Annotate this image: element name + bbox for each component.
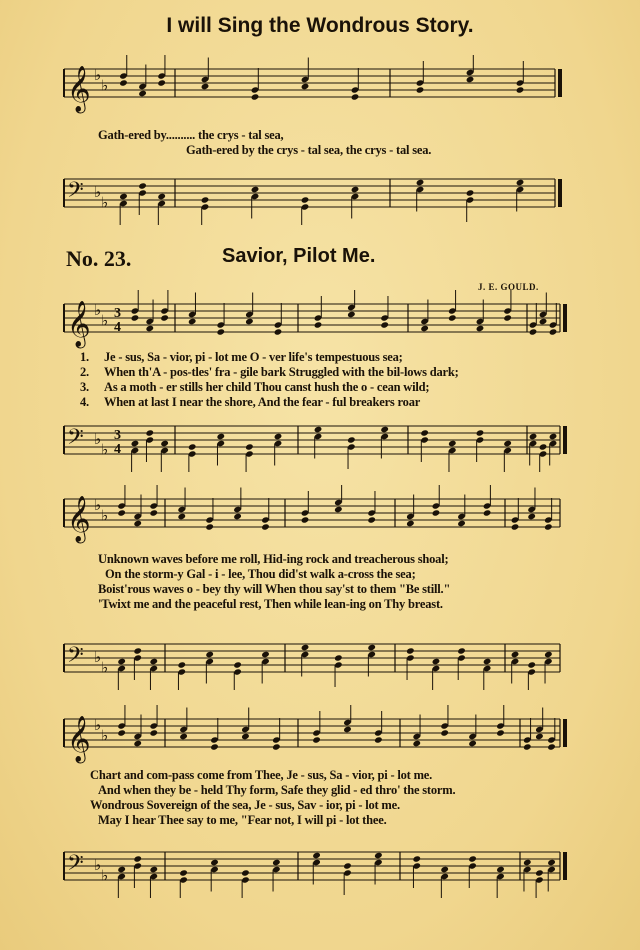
- hymn-title: Savior, Pilot Me.: [222, 245, 376, 267]
- note-icon: [145, 325, 154, 332]
- note-icon: [529, 433, 538, 440]
- note-icon: [251, 186, 260, 193]
- bass-clef-icon: 𝄢: [67, 643, 84, 673]
- verse-number: 3.: [80, 380, 89, 394]
- note-icon: [133, 647, 142, 654]
- note-icon: [312, 852, 321, 859]
- final-barline: [558, 69, 562, 97]
- treble-clef-icon: 𝄞: [67, 301, 91, 347]
- verse-2-line: And when they be - held Thy form, Safe they glid - ed thro' the storm.: [98, 783, 456, 797]
- note-icon: [468, 855, 477, 862]
- note-icon: [523, 859, 532, 866]
- flat-icon: ♭: [94, 648, 102, 666]
- note-icon: [138, 182, 147, 189]
- note-icon: [245, 318, 254, 325]
- note-icon: [406, 520, 415, 527]
- note-icon: [380, 321, 389, 328]
- note-icon: [117, 509, 126, 516]
- note-icon: [312, 736, 321, 743]
- note-icon: [149, 509, 158, 516]
- note-icon: [527, 513, 536, 520]
- note-icon: [343, 726, 352, 733]
- note-icon: [274, 433, 283, 440]
- note-icon: [233, 661, 242, 668]
- verse-2-line: On the storm-y Gal - i - lee, Thou did'st walk a-cross the sea;: [105, 567, 416, 581]
- note-icon: [210, 859, 219, 866]
- note-icon: [448, 314, 457, 321]
- flat-icon: ♭: [94, 496, 102, 514]
- note-icon: [133, 520, 142, 527]
- note-icon: [233, 513, 242, 520]
- note-icon: [503, 314, 512, 321]
- note-icon: [529, 328, 538, 335]
- prev-lyric-line-2: Gath-ered by the crys - tal sea, the crys - tal sea.: [186, 143, 432, 157]
- verse-4-line: 'Twixt me and the peaceful rest, Then while lean-ing on Thy breast.: [98, 597, 443, 611]
- note-icon: [241, 869, 250, 876]
- final-barline: [563, 719, 567, 747]
- note-icon: [496, 866, 505, 873]
- system-3-bass-staff: [0, 838, 640, 898]
- note-icon: [133, 855, 142, 862]
- note-icon: [201, 83, 210, 90]
- verse-text: Je - sus, Sa - vior, pi - lot me O - ver life's tempestuous sea;: [104, 350, 403, 364]
- final-barline: [563, 304, 567, 332]
- note-icon: [466, 76, 475, 83]
- verse-text: As a moth - er stills her child Thou canst hush the o - cean wild;: [104, 380, 430, 394]
- note-icon: [511, 523, 520, 530]
- note-icon: [347, 436, 356, 443]
- note-icon: [251, 93, 260, 100]
- note-icon: [149, 658, 158, 665]
- treble-clef-icon: 𝄞: [67, 66, 91, 112]
- note-icon: [216, 433, 225, 440]
- note-icon: [351, 93, 360, 100]
- note-icon: [412, 855, 421, 862]
- note-icon: [160, 314, 169, 321]
- note-icon: [179, 733, 188, 740]
- note-icon: [157, 79, 166, 86]
- time-signature-digit: 3: [114, 428, 121, 443]
- bass-clef-icon: 𝄢: [67, 851, 84, 881]
- note-icon: [301, 196, 310, 203]
- note-icon: [547, 743, 556, 750]
- verse-text: When at last I near the shore, And the fear - ful breakers roar: [104, 395, 421, 409]
- note-icon: [440, 729, 449, 736]
- note-icon: [149, 729, 158, 736]
- note-icon: [216, 328, 225, 335]
- note-icon: [160, 440, 169, 447]
- note-icon: [119, 79, 128, 86]
- note-icon: [343, 862, 352, 869]
- note-icon: [432, 509, 441, 516]
- note-icon: [496, 729, 505, 736]
- prev-lyric-line-1: Gath-ered by.......... the crys - tal sea,: [98, 128, 284, 142]
- note-icon: [131, 314, 140, 321]
- verse-number: 4.: [80, 395, 89, 409]
- final-barline: [563, 852, 567, 880]
- note-icon: [483, 509, 492, 516]
- verse-1-line: [80, 350, 403, 365]
- final-barline: [563, 426, 567, 454]
- note-icon: [117, 866, 126, 873]
- note-icon: [138, 90, 147, 97]
- note-icon: [406, 647, 415, 654]
- note-icon: [549, 328, 558, 335]
- note-icon: [149, 866, 158, 873]
- note-icon: [535, 733, 544, 740]
- verse-number: 2.: [80, 365, 89, 379]
- verse-1-line: Unknown waves before me roll, Hid-ing rock and treacherous shoal;: [98, 552, 449, 566]
- note-icon: [516, 179, 525, 186]
- flat-icon: ♭: [94, 66, 102, 84]
- note-icon: [117, 658, 126, 665]
- verse-1-line: Chart and com-pass come from Thee, Je - sus, Sa - vior, pi - lot me.: [90, 768, 433, 782]
- note-icon: [466, 189, 475, 196]
- note-icon: [272, 743, 281, 750]
- system-2-bass-staff: [0, 630, 640, 690]
- note-icon: [205, 523, 214, 530]
- note-icon: [539, 318, 548, 325]
- note-icon: [476, 429, 485, 436]
- note-icon: [272, 859, 281, 866]
- note-icon: [133, 740, 142, 747]
- note-icon: [440, 866, 449, 873]
- note-icon: [416, 86, 425, 93]
- note-icon: [523, 743, 532, 750]
- flat-icon: ♭: [94, 856, 102, 874]
- note-icon: [544, 523, 553, 530]
- verse-4-line: [80, 395, 420, 410]
- prev-treble-staff: [0, 55, 640, 115]
- note-icon: [457, 647, 466, 654]
- note-icon: [539, 443, 548, 450]
- note-icon: [416, 179, 425, 186]
- note-icon: [157, 193, 166, 200]
- note-icon: [117, 729, 126, 736]
- system-1-treble-staff: [0, 290, 640, 350]
- bass-clef-icon: 𝄢: [67, 178, 84, 208]
- verse-4-line: May I hear Thee say to me, "Fear not, I will pi - lot thee.: [98, 813, 387, 827]
- note-icon: [334, 506, 343, 513]
- prev-hymn-title: I will Sing the Wondrous Story.: [166, 14, 474, 37]
- note-icon: [420, 325, 429, 332]
- note-icon: [205, 651, 214, 658]
- flat-icon: ♭: [94, 183, 102, 201]
- note-icon: [503, 440, 512, 447]
- system-2-treble-staff: [0, 485, 640, 545]
- flat-icon: ♭: [94, 430, 102, 448]
- note-icon: [261, 651, 270, 658]
- note-icon: [544, 651, 553, 658]
- bass-clef-icon: 𝄢: [67, 425, 84, 455]
- note-icon: [351, 186, 360, 193]
- note-icon: [412, 740, 421, 747]
- note-icon: [188, 443, 197, 450]
- system-3-treble-staff: [0, 705, 640, 765]
- flat-icon: ♭: [101, 866, 109, 885]
- note-icon: [119, 193, 128, 200]
- note-icon: [367, 516, 376, 523]
- flat-icon: ♭: [101, 440, 109, 459]
- verse-number: 1.: [80, 350, 89, 364]
- note-icon: [201, 196, 210, 203]
- note-icon: [527, 661, 536, 668]
- note-icon: [145, 429, 154, 436]
- note-icon: [314, 321, 323, 328]
- verse-3-line: [80, 380, 429, 395]
- note-icon: [179, 869, 188, 876]
- note-icon: [347, 311, 356, 318]
- note-icon: [516, 86, 525, 93]
- note-icon: [314, 426, 323, 433]
- verse-3-line: Wondrous Sovereign of the sea, Je - sus, Sav - ior, pi - lot me.: [90, 798, 400, 812]
- note-icon: [374, 852, 383, 859]
- note-icon: [241, 733, 250, 740]
- note-icon: [374, 736, 383, 743]
- note-icon: [420, 429, 429, 436]
- composer-credit: J. E. GOULD.: [478, 282, 539, 292]
- note-icon: [511, 651, 520, 658]
- note-icon: [380, 426, 389, 433]
- note-icon: [367, 644, 376, 651]
- prev-bass-staff: [0, 165, 640, 225]
- time-signature-digit: 4: [114, 442, 121, 457]
- note-icon: [301, 83, 310, 90]
- time-signature-digit: 4: [114, 320, 121, 335]
- verse-3-line: Boist'rous waves o - bey thy will When thou say'st to them "Be still.": [98, 582, 451, 596]
- flat-icon: ♭: [101, 658, 109, 677]
- hymn-number: No. 23.: [66, 246, 132, 271]
- final-barline: [558, 179, 562, 207]
- note-icon: [177, 661, 186, 668]
- note-icon: [261, 523, 270, 530]
- note-icon: [483, 658, 492, 665]
- note-icon: [245, 443, 254, 450]
- note-icon: [549, 433, 558, 440]
- note-icon: [274, 328, 283, 335]
- flat-icon: ♭: [101, 76, 109, 95]
- note-icon: [535, 869, 544, 876]
- note-icon: [457, 520, 466, 527]
- note-icon: [210, 743, 219, 750]
- flat-icon: ♭: [94, 301, 102, 319]
- note-icon: [547, 859, 556, 866]
- note-icon: [468, 740, 477, 747]
- verse-2-line: [80, 365, 459, 380]
- flat-icon: ♭: [101, 193, 109, 212]
- note-icon: [177, 513, 186, 520]
- verse-text: When th'A - pos-tles' fra - gile bark Struggled with the bil-lows dark;: [104, 365, 459, 379]
- flat-icon: ♭: [101, 506, 109, 525]
- flat-icon: ♭: [94, 716, 102, 734]
- note-icon: [131, 440, 140, 447]
- note-icon: [188, 318, 197, 325]
- note-icon: [301, 644, 310, 651]
- time-signature-digit: 3: [114, 306, 121, 321]
- flat-icon: ♭: [101, 311, 109, 330]
- flat-icon: ♭: [101, 726, 109, 745]
- note-icon: [432, 658, 441, 665]
- note-icon: [448, 440, 457, 447]
- note-icon: [476, 325, 485, 332]
- note-icon: [301, 516, 310, 523]
- system-1-bass-staff: [0, 412, 640, 472]
- note-icon: [334, 654, 343, 661]
- treble-clef-icon: 𝄞: [67, 716, 91, 762]
- treble-clef-icon: 𝄞: [67, 496, 91, 542]
